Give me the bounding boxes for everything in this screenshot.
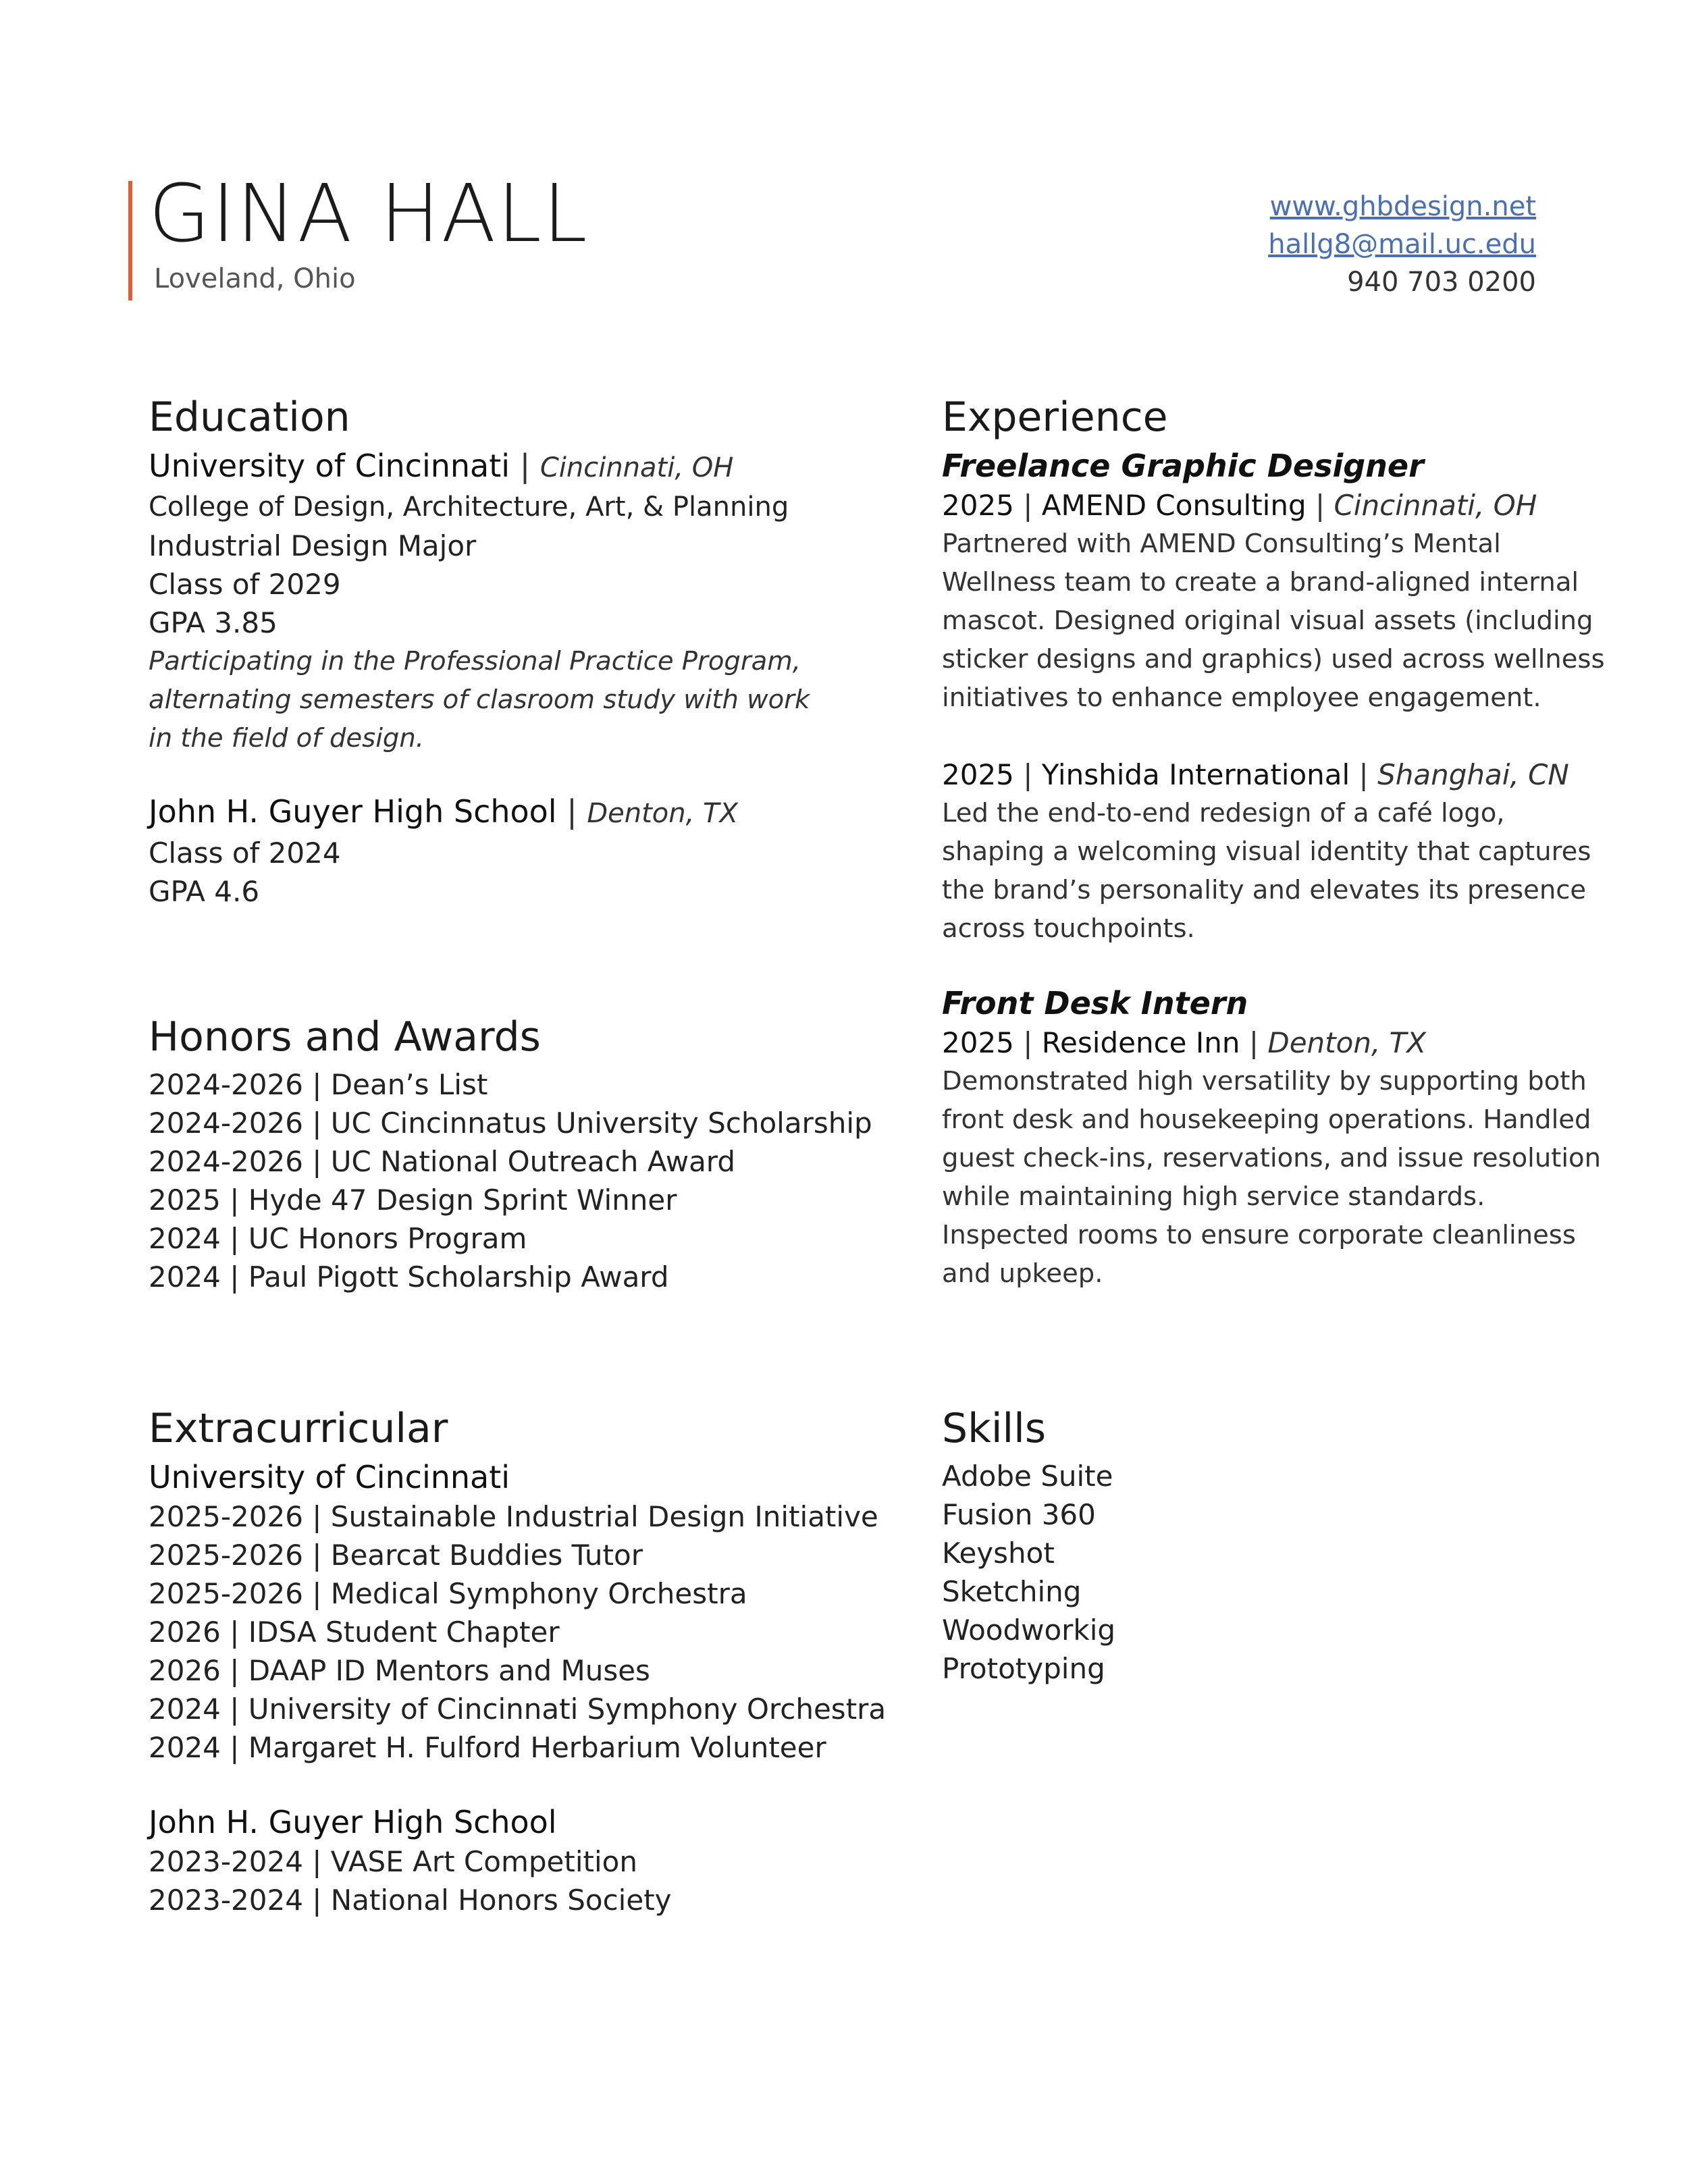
job-place: Denton, TX: [1267, 1026, 1427, 1059]
candidate-name: GINA HALL: [149, 167, 589, 260]
job-separator: |: [1248, 1026, 1259, 1059]
skill-item: Keyshot: [942, 1537, 1055, 1570]
job-description-line: front desk and housekeeping operations. Handled: [942, 1104, 1591, 1135]
job-separator: |: [1315, 489, 1325, 522]
job-place: Cincinnati, OH: [1334, 489, 1537, 522]
skills-title: Skills: [942, 1405, 1047, 1452]
honor-item: 2024 | Paul Pigott Scholarship Award: [149, 1260, 669, 1294]
candidate-location: Loveland, Ohio: [154, 263, 356, 294]
extracurricular-uc-heading: University of Cincinnati: [149, 1459, 510, 1495]
job-description: [942, 794, 1651, 948]
uc-note-line: in the field of design.: [149, 723, 424, 753]
job-description-line: across touchpoints.: [942, 913, 1195, 944]
honor-item: 2025 | Hyde 47 Design Sprint Winner: [149, 1183, 677, 1217]
honor-item: 2024-2026 | UC National Outreach Award: [149, 1145, 735, 1178]
job-separator: |: [1023, 758, 1033, 791]
extracurricular-item: 2025-2026 | Sustainable Industrial Design Initiative: [149, 1500, 878, 1533]
hs-school: John H. Guyer High School: [149, 793, 557, 830]
education-uc-heading: [149, 446, 858, 488]
uc-note-line: alternating semesters of clasroom study with work: [149, 685, 810, 715]
hs-place: Denton, TX: [587, 798, 738, 829]
phone-number: 940 703 0200: [1347, 267, 1536, 298]
uc-major: Industrial Design Major: [149, 529, 477, 562]
extracurricular-item: 2025-2026 | Medical Symphony Orchestra: [149, 1577, 747, 1610]
job-company: AMEND Consulting: [1041, 489, 1307, 522]
job-company: Yinshida International: [1041, 758, 1350, 791]
education-hs-heading: [149, 791, 858, 834]
skill-item: Fusion 360: [942, 1498, 1096, 1531]
job-year: 2025: [942, 1026, 1014, 1059]
extracurricular-item: 2026 | IDSA Student Chapter: [149, 1616, 560, 1649]
education-title: Education: [149, 394, 350, 441]
job-heading: [942, 1023, 1651, 1062]
extracurricular-item: 2026 | DAAP ID Mentors and Muses: [149, 1654, 650, 1687]
job-separator: |: [1023, 1026, 1033, 1059]
accent-bar: [128, 181, 132, 300]
job-description-line: Wellness team to create a brand-aligned internal: [942, 567, 1579, 597]
role-title: Freelance Graphic Designer: [942, 448, 1424, 484]
uc-separator: |: [519, 448, 531, 484]
skill-item: Woodworkig: [942, 1614, 1116, 1647]
job-year: 2025: [942, 489, 1014, 522]
extracurricular-item: 2025-2026 | Bearcat Buddies Tutor: [149, 1539, 643, 1572]
job-description-line: sticker designs and graphics) used across wellness: [942, 644, 1605, 674]
extracurricular-section: [149, 1404, 887, 1919]
extracurricular-item: 2023-2024 | VASE Art Competition: [149, 1845, 637, 1878]
job-heading: [942, 755, 1651, 794]
hs-gpa: GPA 4.6: [149, 875, 260, 908]
website-link[interactable]: www.ghbdesign.net: [1269, 191, 1536, 222]
job-year: 2025: [942, 758, 1014, 791]
job-company: Residence Inn: [1041, 1026, 1240, 1059]
uc-college: College of Design, Architecture, Art, & Planning: [149, 491, 789, 523]
job-separator: |: [1023, 489, 1033, 522]
job-description-line: guest check-ins, reservations, and issue resolution: [942, 1143, 1601, 1173]
job-description-line: shaping a welcoming visual identity that captures: [942, 836, 1591, 867]
job-description: [942, 1062, 1651, 1293]
job-description-line: while maintaining high service standards.: [942, 1181, 1485, 1212]
experience-section: [942, 393, 1651, 1293]
email-link[interactable]: hallg8@mail.uc.edu: [1268, 229, 1536, 260]
skill-item: Adobe Suite: [942, 1460, 1113, 1493]
job-heading: [942, 486, 1651, 525]
job-description-line: mascot. Designed original visual assets (including: [942, 606, 1593, 636]
hs-separator: |: [566, 793, 577, 830]
contact-block: [1268, 188, 1536, 301]
job-place: Shanghai, CN: [1377, 758, 1569, 791]
skill-item: Sketching: [942, 1575, 1082, 1608]
uc-school: University of Cincinnati: [149, 448, 510, 484]
job-description: [942, 525, 1651, 717]
experience-title: Experience: [942, 394, 1168, 441]
job-separator: |: [1359, 758, 1369, 791]
uc-gpa: GPA 3.85: [149, 606, 278, 639]
skill-item: Prototyping: [942, 1652, 1105, 1685]
job-description-line: Inspected rooms to ensure corporate cleanliness: [942, 1220, 1576, 1250]
extracurricular-item: 2024 | University of Cincinnati Symphony Orchestra: [149, 1693, 887, 1726]
education-section: [149, 393, 858, 911]
extracurricular-item: 2024 | Margaret H. Fulford Herbarium Volunteer: [149, 1731, 826, 1764]
honor-item: 2024-2026 | Dean’s List: [149, 1068, 488, 1101]
extracurricular-hs-heading: John H. Guyer High School: [149, 1804, 557, 1840]
honor-item: 2024 | UC Honors Program: [149, 1222, 527, 1255]
skills-section: [942, 1404, 1651, 1688]
hs-class: Class of 2024: [149, 836, 341, 870]
uc-note-line: Participating in the Professional Practice Program,: [149, 646, 801, 676]
honor-item: 2024-2026 | UC Cincinnatus University Scholarship: [149, 1107, 872, 1140]
job-description-line: initiatives to enhance employee engagement.: [942, 683, 1541, 713]
extracurricular-title: Extracurricular: [149, 1405, 448, 1452]
honors-title: Honors and Awards: [149, 1013, 541, 1061]
extracurricular-item: 2023-2024 | National Honors Society: [149, 1884, 672, 1917]
job-description-line: Partnered with AMEND Consulting’s Mental: [942, 529, 1501, 559]
uc-place: Cincinnati, OH: [539, 452, 734, 483]
job-description-line: Led the end-to-end redesign of a café logo,: [942, 798, 1505, 828]
honors-section: [149, 1013, 872, 1296]
job-description-line: and upkeep.: [942, 1258, 1103, 1289]
job-description-line: the brand’s personality and elevates its presence: [942, 875, 1587, 905]
role-title: Front Desk Intern: [942, 985, 1248, 1021]
uc-class: Class of 2029: [149, 568, 341, 601]
job-description-line: Demonstrated high versatility by supporting both: [942, 1066, 1587, 1096]
